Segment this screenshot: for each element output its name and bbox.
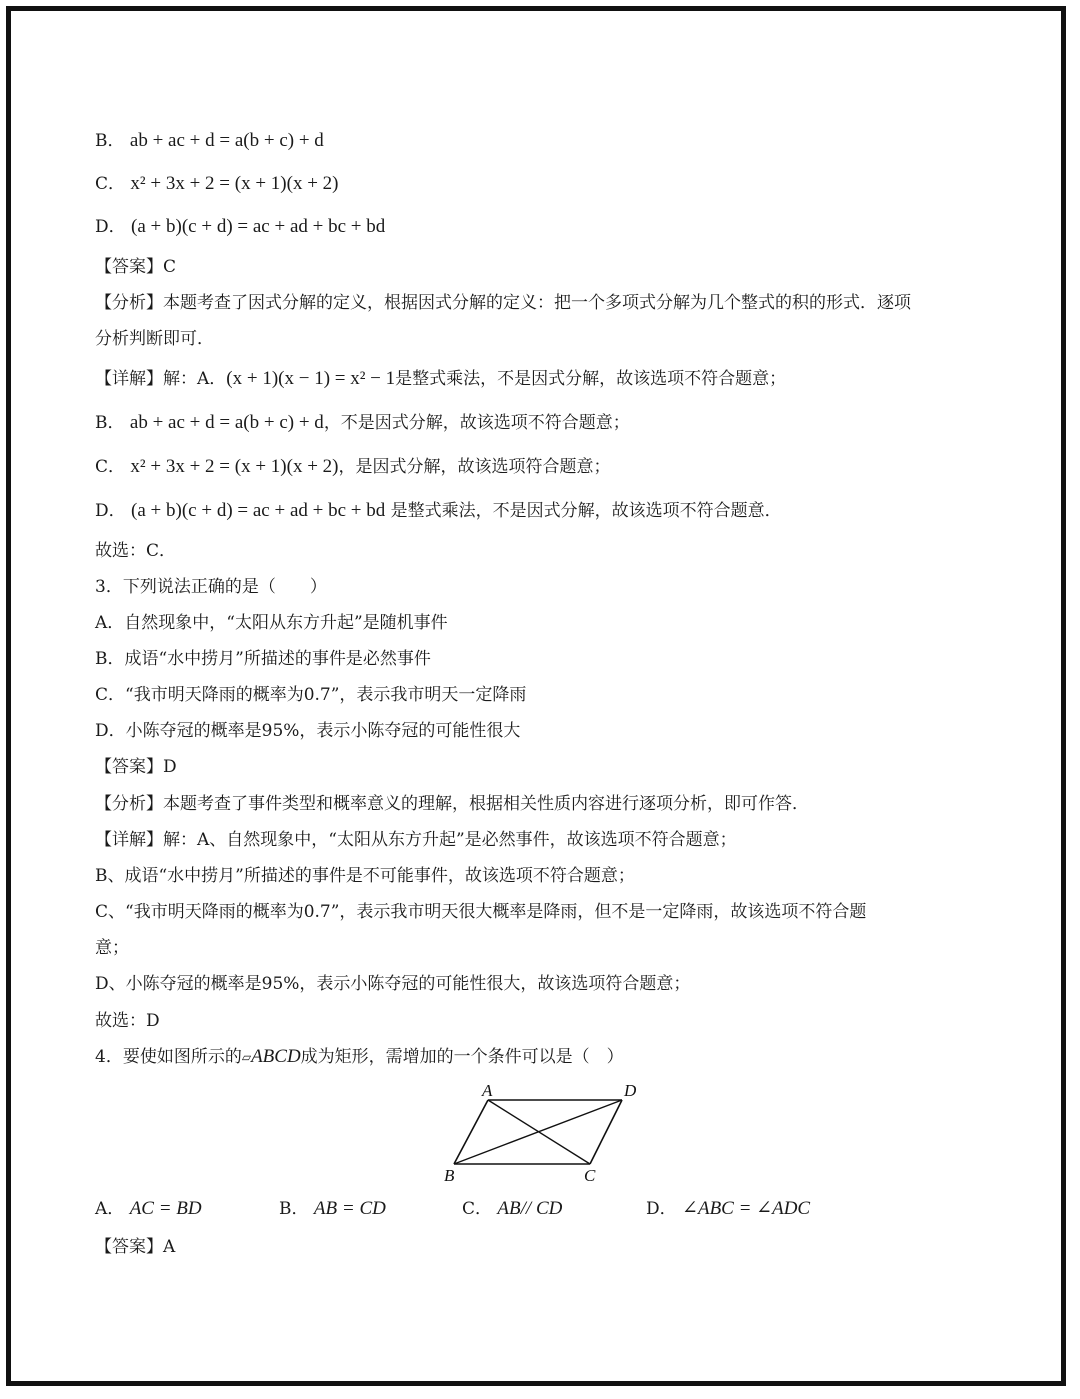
- q3-choice: 故选：D: [95, 1011, 160, 1031]
- q3-option-c: C．“我市明天降雨的概率为0.7”，表示我市明天一定降雨: [95, 685, 527, 705]
- q2-choice: 故选：C．: [95, 541, 177, 561]
- side-dc: [590, 1100, 622, 1164]
- vertex-label-c: C: [584, 1166, 596, 1185]
- q4-option-a: A． AC = BD: [95, 1198, 202, 1219]
- vertex-label-a: A: [482, 1081, 493, 1100]
- q4-option-b: B． AB = CD: [279, 1198, 386, 1219]
- vertex-label-b: B: [444, 1166, 455, 1185]
- vertex-label-d: D: [624, 1081, 637, 1100]
- q3-option-b: B．成语“水中捞月”所描述的事件是必然事件: [95, 649, 431, 669]
- q3-option-a: A．自然现象中，“太阳从东方升起”是随机事件: [95, 613, 448, 633]
- q2-detail-d: D． (a + b)(c + d) = ac + ad + bc + bd 是整式乘法，不是因式分解，故该选项不符合题意．: [95, 500, 782, 521]
- q2-analysis-line2: 分析判断即可．: [95, 329, 214, 349]
- parallelogram-symbol: ▱: [241, 1050, 252, 1064]
- q2-option-c: C． x² + 3x + 2 = (x + 1)(x + 2): [95, 173, 339, 194]
- parallelogram-figure: [440, 1078, 650, 1188]
- side-ab: [454, 1100, 488, 1164]
- diagonal-bd: [454, 1100, 622, 1164]
- q4-answer: 【答案】A: [95, 1237, 176, 1257]
- q2-detail-b: B． ab + ac + d = a(b + c) + d，不是因式分解，故该选项不符合题意；: [95, 412, 630, 433]
- q3-detail-line4: 意；: [95, 938, 129, 958]
- q2-detail-a: 【详解】解：A．(x + 1)(x − 1) = x² − 1是整式乘法，不是因式分解，故该选项不符合题意；: [95, 368, 787, 389]
- q2-option-b: B． ab + ac + d = a(b + c) + d: [95, 130, 324, 151]
- q3-detail-line5: D、小陈夺冠的概率是95%，表示小陈夺冠的可能性很大，故该选项符合题意；: [95, 974, 691, 994]
- q3-option-d: D．小陈夺冠的概率是95%，表示小陈夺冠的可能性很大: [95, 721, 521, 741]
- q2-analysis-line1: 【分析】本题考查了因式分解的定义，根据因式分解的定义：把一个多项式分解为几个整式的积的形式．逐项: [95, 293, 911, 313]
- q4-option-c: C． AB// CD: [462, 1198, 563, 1219]
- q3-detail-line3: C、“我市明天降雨的概率为0.7”，表示我市明天很大概率是降雨，但不是一定降雨，故该选项不符合题: [95, 902, 867, 922]
- q3-question: 3．下列说法正确的是（ ）: [95, 577, 327, 597]
- q3-answer: 【答案】D: [95, 757, 177, 777]
- q4-question: 4．要使如图所示的▱ABCD成为矩形，需增加的一个条件可以是（ ）: [95, 1046, 624, 1067]
- q4-option-d: D． ∠ABC = ∠ADC: [646, 1198, 811, 1219]
- q3-analysis: 【分析】本题考查了事件类型和概率意义的理解，根据相关性质内容进行逐项分析，即可作答．: [95, 794, 809, 814]
- q2-detail-c: C． x² + 3x + 2 = (x + 1)(x + 2)，是因式分解，故该选项符合题意；: [95, 456, 611, 477]
- q3-detail-line2: B、成语“水中捞月”所描述的事件是不可能事件，故该选项不符合题意；: [95, 866, 635, 886]
- q2-answer: 【答案】C: [95, 257, 177, 277]
- q2-option-d: D． (a + b)(c + d) = ac + ad + bc + bd: [95, 216, 386, 237]
- q3-detail-line1: 【详解】解：A、自然现象中，“太阳从东方升起”是必然事件，故该选项不符合题意；: [95, 830, 737, 850]
